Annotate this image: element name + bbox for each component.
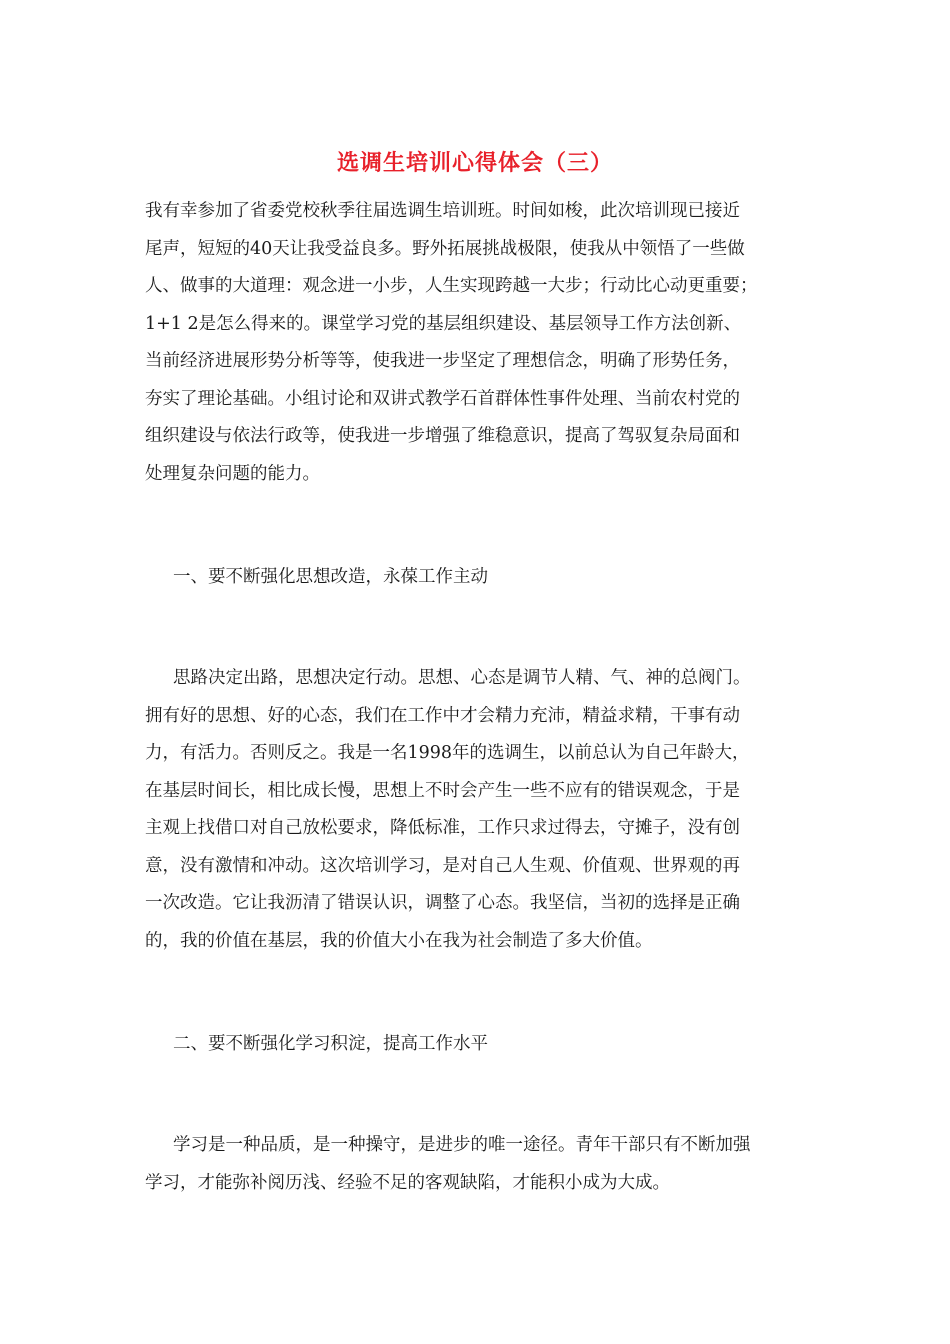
section2-line: 学习，才能弥补阅历浅、经验不足的客观缺陷，才能积小成为大成。 bbox=[145, 1172, 670, 1193]
section1-line: 主观上找借口对自己放松要求，降低标准，工作只求过得去，守摊子，没有创 bbox=[145, 818, 740, 838]
section1-line: 在基层时间长，相比成长慢，思想上不时会产生一些不应有的错误观念，于是 bbox=[145, 780, 740, 801]
intro-paragraph bbox=[145, 193, 810, 493]
intro-line: 夯实了理论基础。小组讨论和双讲式教学石首群体性事件处理、当前农村党的 bbox=[145, 388, 740, 409]
section1-line: 意，没有激情和冲动。这次培训学习，是对自己人生观、价值观、世界观的再 bbox=[145, 855, 740, 876]
intro-line: 人、做事的大道理：观念进一小步，人生实现跨越一大步；行动比心动更重要； bbox=[145, 276, 758, 296]
section1-line: 的，我的价值在基层，我的价值大小在我为社会制造了多大价值。 bbox=[145, 930, 653, 951]
intro-line: 尾声，短短的40天让我受益良多。野外拓展挑战极限，使我从中领悟了一些做 bbox=[145, 238, 745, 259]
section1-line: 力，有活力。否则反之。我是一名1998年的选调生，以前总认为自己年龄大， bbox=[145, 743, 750, 763]
section2-line: 学习是一种品质，是一种操守，是进步的唯一途径。青年干部只有不断加强 bbox=[173, 1135, 751, 1155]
section1-line: 一次改造。它让我沥清了错误认识，调整了心态。我坚信，当初的选择是正确 bbox=[145, 893, 740, 913]
intro-line: 我有幸参加了省委党校秋季往届选调生培训班。时间如梭，此次培训现已接近 bbox=[145, 201, 740, 221]
section-heading: 一、要不断强化思想改造，永葆工作主动 bbox=[173, 567, 488, 587]
section2-paragraph bbox=[145, 1127, 810, 1202]
document-title: 选调生培训心得体会（三） bbox=[336, 150, 613, 176]
section-heading: 二、要不断强化学习积淀，提高工作水平 bbox=[173, 1034, 488, 1054]
intro-line: 组织建设与依法行政等，使我进一步增强了维稳意识，提高了驾驭复杂局面和 bbox=[145, 426, 740, 446]
intro-line: 当前经济进展形势分析等等，使我进一步坚定了理想信念，明确了形势任务， bbox=[145, 351, 740, 371]
intro-line: 处理复杂问题的能力。 bbox=[145, 463, 320, 484]
section1-paragraph bbox=[145, 660, 810, 960]
section1-line: 拥有好的思想、好的心态，我们在工作中才会精力充沛，精益求精，干事有动 bbox=[145, 705, 740, 726]
section1-line: 思路决定出路，思想决定行动。思想、心态是调节人精、气、神的总阀门。 bbox=[173, 668, 751, 688]
intro-line: 1+1 2是怎么得来的。课堂学习党的基层组织建设、基层领导工作方法创新、 bbox=[145, 313, 742, 334]
